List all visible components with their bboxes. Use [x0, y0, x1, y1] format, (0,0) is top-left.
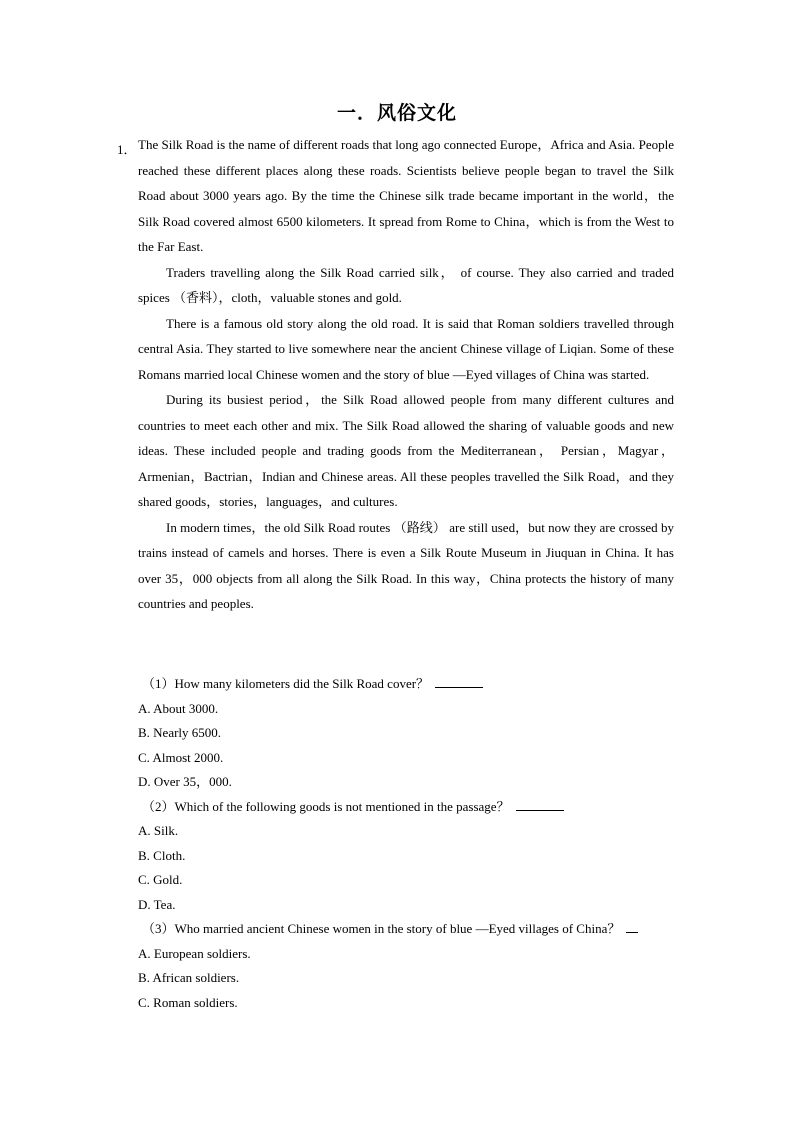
passage-paragraph: There is a famous old story along the old road. It is said that Roman soldiers travelled through central Asia. They started to live somewhere near the ancient Chinese village of Liqian. Some of these Romans married local Chinese women and the story of blue —Eyed villages of China was started. [138, 315, 674, 382]
answer-blank[interactable] [516, 796, 564, 811]
question-list [138, 672, 678, 1015]
answer-blank[interactable] [435, 673, 483, 688]
passage-paragraph: Traders travelling along the Silk Road carried silk， of course. They also carried and traded spices （香料），cloth，valuable stones and gold. [138, 264, 674, 305]
option-c: C. Roman soldiers. [138, 994, 238, 1010]
sub-question-2 [138, 795, 678, 820]
passage-paragraph: In modern times，the old Silk Road routes （路线） are still used，but now they are crossed by trains instead of camels and horses. There is even a Silk Route Museum in Jiuquan in China. It has over 35，000 objects from all along the Silk Road. In this way，China protects the history of many countries and peoples. [138, 519, 674, 611]
option-b: B. Nearly 6500. [138, 725, 222, 740]
option-a: A. European soldiers. [138, 945, 251, 961]
answer-blank[interactable] [626, 918, 638, 933]
sub-question-3 [138, 917, 678, 942]
question-prompt: （2）Which of the following goods is not mentioned in the passage？ [142, 798, 510, 814]
option-c: C. Gold. [138, 872, 183, 887]
section-title: 一．风俗文化 [336, 102, 457, 124]
option-d: D. Over 35，000. [138, 774, 232, 789]
option-b: B. Cloth. [138, 847, 186, 863]
question-prompt: （3）Who married ancient Chinese women in the story of blue —Eyed villages of China？ [142, 921, 621, 936]
option-d: D. Tea. [138, 896, 176, 912]
sub-question-1 [138, 672, 678, 697]
question-prompt: （1）How many kilometers did the Silk Road cover？ [142, 676, 430, 691]
option-a: A. About 3000. [138, 700, 219, 716]
passage-paragraph: The Silk Road is the name of different roads that long ago connected Europe，Africa and Asia. People reached these different places along these roads. Scientists believe people began to travel the Silk Road about 3000 years ago. By the time the Chinese silk trade became important in the world，the Silk Road covered almost 6500 kilometers. It spread from Rome to China，which is from the West to the Far East. [138, 137, 674, 254]
option-a: A. Silk. [138, 823, 179, 838]
question-number: 1． [117, 142, 137, 157]
passage-paragraph: During its busiest period，the Silk Road allowed people from many different cultures and countries to meet each other and mix. The Silk Road allowed the sharing of valuable goods and new ideas. These included people and trading goods from the Mediterranean， Persian，Magyar，Armenian，Bactrian，Indian and Chinese areas. All these peoples travelled the Silk Road，and they shared goods，stories，languages，and cultures. [138, 392, 674, 509]
option-c: C. Almost 2000. [138, 749, 224, 765]
reading-passage [138, 132, 674, 617]
option-b: B. African soldiers. [138, 970, 240, 985]
